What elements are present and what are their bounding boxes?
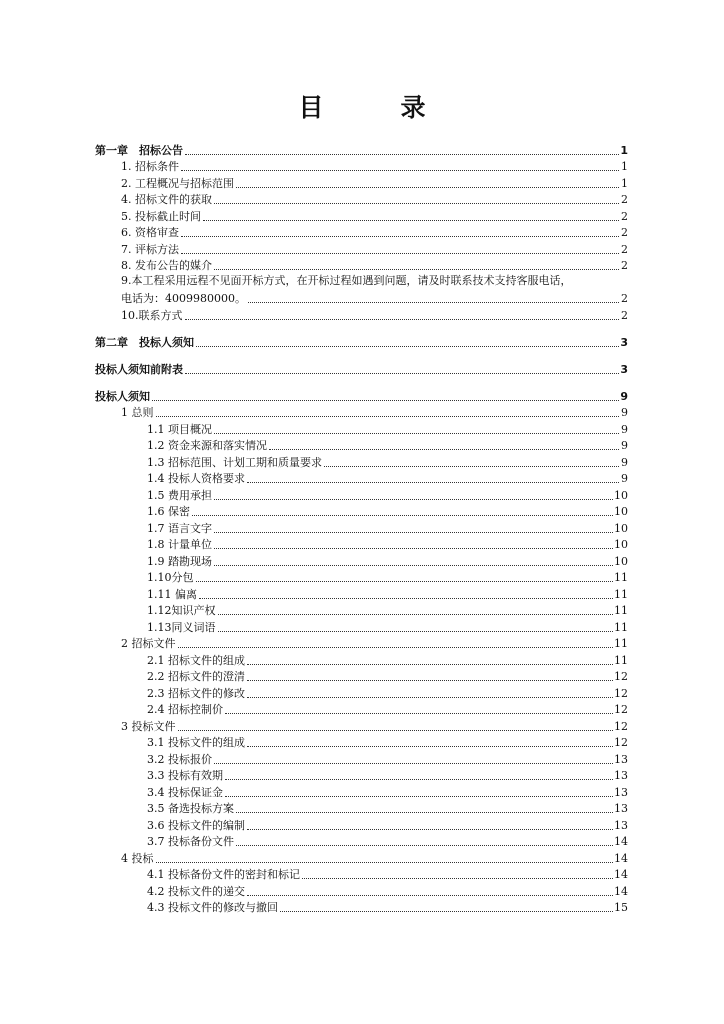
toc-entry-title: 3.1 投标文件的组成 xyxy=(147,736,245,749)
toc-entry[interactable] xyxy=(95,750,628,767)
dot-leader xyxy=(178,646,614,648)
toc-entry-title: 1.2 资金来源和落实情况 xyxy=(147,439,267,452)
toc-entry-title: 3.6 投标文件的编制 xyxy=(147,818,245,832)
toc-entry-page-number: 9 xyxy=(620,389,628,403)
toc-entry-page-number: 2 xyxy=(621,209,628,223)
toc-entry-title: 第一章 招标公告 xyxy=(95,143,183,157)
toc-entry-title: 2.2 招标文件的澄清 xyxy=(147,670,245,683)
toc-entry-title: 10.联系方式 xyxy=(121,308,183,322)
page-title: 目 录 xyxy=(298,93,452,122)
dot-leader xyxy=(196,580,614,582)
toc-entry-page-number: 12 xyxy=(614,670,628,683)
dot-leader xyxy=(225,778,613,780)
dot-leader xyxy=(181,169,619,171)
toc-entry[interactable] xyxy=(95,569,628,586)
toc-entry[interactable] xyxy=(95,618,628,635)
dot-leader xyxy=(247,828,613,830)
toc-entry-page-number: 9 xyxy=(621,406,628,419)
toc-entry-page-number: 10 xyxy=(614,554,628,568)
toc-entry[interactable] xyxy=(95,866,628,883)
toc-entry[interactable] xyxy=(95,519,628,536)
toc-entry-page-number: 12 xyxy=(614,703,628,716)
dot-leader xyxy=(214,202,619,204)
dot-leader xyxy=(185,153,619,155)
toc-entry-title: 2.3 招标文件的修改 xyxy=(147,686,245,700)
toc-entry[interactable] xyxy=(95,470,628,487)
dot-leader xyxy=(225,712,613,714)
toc-entry-title: 3.2 投标报价 xyxy=(147,752,212,766)
toc-entry[interactable] xyxy=(95,420,628,437)
toc-entry-page-number: 12 xyxy=(614,736,628,749)
toc-entry[interactable] xyxy=(95,734,628,751)
toc-entry[interactable] xyxy=(95,651,628,668)
toc-entry[interactable] xyxy=(95,141,628,158)
toc-entry[interactable] xyxy=(95,257,628,274)
toc-entry-page-number: 11 xyxy=(614,620,628,634)
toc-entry-page-number: 2 xyxy=(621,226,628,239)
toc-entry-title: 3.5 备选投标方案 xyxy=(147,802,234,815)
toc-entry-page-number: 1 xyxy=(620,143,628,157)
toc-entry-page-number: 13 xyxy=(614,785,628,799)
toc-entry[interactable] xyxy=(95,290,628,307)
toc-entry[interactable] xyxy=(95,224,628,241)
toc-entry[interactable] xyxy=(95,158,628,175)
toc-entry-page-number: 9 xyxy=(621,455,628,469)
dot-leader xyxy=(152,399,619,401)
toc-entry[interactable] xyxy=(95,684,628,701)
toc-entry-title: 3.4 投标保证金 xyxy=(147,785,223,799)
toc-entry-page-number: 13 xyxy=(614,752,628,766)
toc-entry-title: 2.4 招标控制价 xyxy=(147,703,223,716)
toc-entry[interactable] xyxy=(95,833,628,850)
dot-leader xyxy=(236,186,619,188)
toc-entry-title: 1 总则 xyxy=(121,406,154,419)
toc-entry-page-number: 12 xyxy=(614,686,628,700)
toc-entry[interactable] xyxy=(95,849,628,866)
toc-entry-title: 1.3 招标范围、计划工期和质量要求 xyxy=(147,455,322,469)
toc-entry-page-number: 15 xyxy=(614,901,628,914)
toc-entry-title: 3.7 投标备份文件 xyxy=(147,835,234,848)
toc-entry-title: 8. 发布公告的媒介 xyxy=(121,259,212,272)
dot-leader xyxy=(214,564,613,566)
toc-entry-title: 2.1 招标文件的组成 xyxy=(147,653,245,667)
toc-entry-page-number: 3 xyxy=(620,335,628,349)
dot-leader xyxy=(218,630,614,632)
toc-entry-page-number: 11 xyxy=(614,653,628,667)
dot-leader xyxy=(236,844,613,846)
dot-leader xyxy=(247,696,613,698)
toc-entry-title: 1.6 保密 xyxy=(147,505,190,518)
toc-entry-page-number: 2 xyxy=(621,308,628,322)
toc-entry-title: 1.12知识产权 xyxy=(147,604,216,617)
toc-entry-title: 投标人须知 xyxy=(95,389,150,403)
toc-entry-page-number: 9 xyxy=(621,422,628,436)
dot-leader xyxy=(302,877,613,879)
toc-entry[interactable] xyxy=(95,191,628,208)
toc-entry-title: 3.3 投标有效期 xyxy=(147,769,223,782)
toc-entry-page-number: 14 xyxy=(614,835,628,848)
toc-entry[interactable] xyxy=(95,585,628,602)
toc-entry-page-number: 14 xyxy=(614,851,628,865)
toc-entry-page-number: 2 xyxy=(621,242,628,256)
toc-entry-title: 电话为：4009980000。 xyxy=(121,292,246,305)
toc-entry-page-number: 13 xyxy=(614,769,628,782)
toc-entry-page-number: 9 xyxy=(621,439,628,452)
toc-entry[interactable] xyxy=(95,240,628,257)
table-of-contents xyxy=(95,141,628,915)
toc-entry[interactable] xyxy=(95,717,628,734)
toc-entry-title: 6. 资格审查 xyxy=(121,226,179,239)
toc-entry-wrapped-line: 9.本工程采用远程不见面开标方式，在开标过程如遇到问题，请及时联系技术支持客服电话， xyxy=(121,274,572,287)
toc-entry-title: 1.7 语言文字 xyxy=(147,521,212,535)
dot-leader xyxy=(185,372,619,374)
toc-entry-title: 1.4 投标人资格要求 xyxy=(147,472,245,485)
dot-leader xyxy=(236,811,613,813)
toc-entry[interactable] xyxy=(95,816,628,833)
toc-entry-page-number: 14 xyxy=(614,868,628,881)
toc-entry[interactable] xyxy=(95,333,628,350)
toc-entry-page-number: 9 xyxy=(621,472,628,485)
toc-entry[interactable] xyxy=(95,404,628,421)
toc-entry-page-number: 10 xyxy=(614,488,628,502)
toc-entry[interactable] xyxy=(95,174,628,191)
toc-entry-title: 5. 投标截止时间 xyxy=(121,209,201,223)
toc-entry-page-number: 10 xyxy=(614,505,628,518)
toc-entry[interactable] xyxy=(95,635,628,652)
toc-entry[interactable] xyxy=(95,486,628,503)
toc-entry-title: 1.11 偏离 xyxy=(147,587,197,601)
toc-entry[interactable] xyxy=(95,503,628,520)
toc-entry-title: 1.13同义词语 xyxy=(147,620,216,634)
toc-entry-title: 1. 招标条件 xyxy=(121,160,179,173)
dot-leader xyxy=(203,219,619,221)
toc-entry-page-number: 12 xyxy=(614,719,628,733)
dot-leader xyxy=(248,301,619,303)
toc-entry-title: 1.10分包 xyxy=(147,571,194,584)
dot-leader xyxy=(181,252,619,254)
toc-entry[interactable] xyxy=(95,899,628,916)
toc-entry[interactable] xyxy=(95,783,628,800)
toc-entry-page-number: 11 xyxy=(614,604,628,617)
toc-entry[interactable] xyxy=(95,882,628,899)
dot-leader xyxy=(218,613,614,615)
toc-entry[interactable] xyxy=(95,306,628,323)
dot-leader xyxy=(247,481,619,483)
toc-entry[interactable] xyxy=(95,536,628,553)
dot-leader xyxy=(185,318,620,320)
toc-entry-title: 4 投标 xyxy=(121,851,154,865)
toc-entry-page-number: 10 xyxy=(614,521,628,535)
toc-entry-page-number: 2 xyxy=(621,259,628,272)
toc-entry-title: 2 招标文件 xyxy=(121,637,176,650)
toc-entry[interactable] xyxy=(95,453,628,470)
dot-leader xyxy=(247,745,613,747)
dot-leader xyxy=(181,235,619,237)
dot-leader xyxy=(192,514,613,516)
toc-entry[interactable] xyxy=(95,207,628,224)
toc-entry[interactable] xyxy=(95,701,628,718)
dot-leader xyxy=(178,729,614,731)
toc-entry-title: 4.3 投标文件的修改与撤回 xyxy=(147,901,278,914)
toc-entry-title: 1.1 项目概况 xyxy=(147,422,212,436)
dot-leader xyxy=(199,597,613,599)
dot-leader xyxy=(214,268,619,270)
dot-leader xyxy=(269,448,619,450)
toc-entry-title: 投标人须知前附表 xyxy=(95,362,183,376)
toc-entry-page-number: 13 xyxy=(614,802,628,815)
toc-entry-page-number: 14 xyxy=(614,884,628,898)
toc-entry-title: 4.2 投标文件的递交 xyxy=(147,884,245,898)
toc-entry[interactable] xyxy=(95,800,628,817)
toc-entry[interactable] xyxy=(95,668,628,685)
toc-entry-page-number: 2 xyxy=(621,193,628,206)
dot-leader xyxy=(156,415,620,417)
toc-entry-title: 3 投标文件 xyxy=(121,719,176,733)
dot-leader xyxy=(156,861,614,863)
toc-entry-title: 4. 招标文件的获取 xyxy=(121,193,212,206)
dot-leader xyxy=(214,762,613,764)
dot-leader xyxy=(214,432,619,434)
dot-leader xyxy=(214,531,613,533)
toc-entry-page-number: 11 xyxy=(614,637,628,650)
dot-leader xyxy=(324,465,619,467)
dot-leader xyxy=(247,894,613,896)
toc-entry-page-number: 1 xyxy=(621,176,628,190)
dot-leader xyxy=(247,679,613,681)
dot-leader xyxy=(214,547,613,549)
dot-leader xyxy=(214,498,613,500)
toc-entry-page-number: 10 xyxy=(614,538,628,551)
dot-leader xyxy=(196,345,619,347)
toc-entry-page-number: 1 xyxy=(621,160,628,173)
toc-entry-title: 2. 工程概况与招标范围 xyxy=(121,176,234,190)
toc-entry-title: 1.9 踏勘现场 xyxy=(147,554,212,568)
dot-leader xyxy=(280,910,613,912)
toc-entry[interactable] xyxy=(95,602,628,619)
toc-entry-page-number: 11 xyxy=(614,571,628,584)
dot-leader xyxy=(247,663,613,665)
dot-leader xyxy=(225,795,613,797)
toc-entry-title: 7. 评标方法 xyxy=(121,242,179,256)
toc-entry-title: 第二章 投标人须知 xyxy=(95,335,194,349)
toc-entry-page-number: 13 xyxy=(614,818,628,832)
toc-entry[interactable] xyxy=(95,360,628,377)
toc-entry-title: 4.1 投标备份文件的密封和标记 xyxy=(147,868,300,881)
toc-entry[interactable] xyxy=(95,437,628,454)
toc-entry-page-number: 3 xyxy=(620,362,628,376)
toc-entry-page-number: 11 xyxy=(614,587,628,601)
toc-entry-title: 1.8 计量单位 xyxy=(147,538,212,551)
toc-entry[interactable] xyxy=(95,387,628,404)
toc-entry[interactable] xyxy=(95,767,628,784)
toc-entry-title: 1.5 费用承担 xyxy=(147,488,212,502)
toc-entry[interactable] xyxy=(95,552,628,569)
toc-entry-page-number: 2 xyxy=(621,292,628,305)
